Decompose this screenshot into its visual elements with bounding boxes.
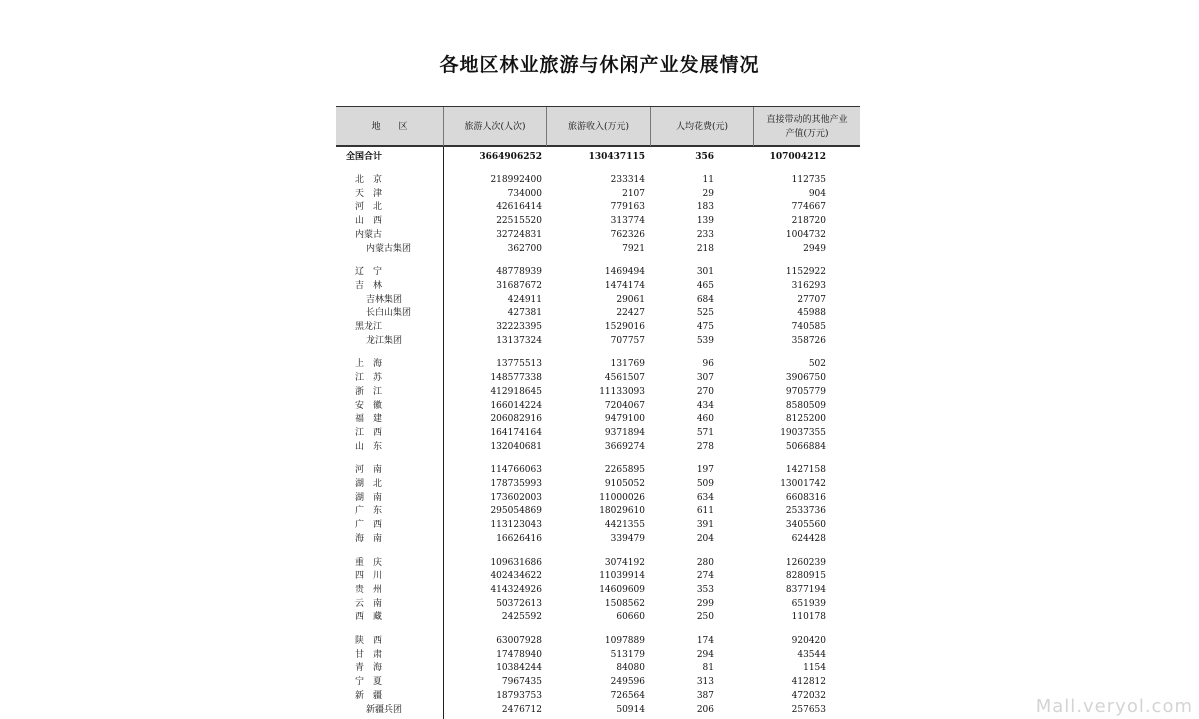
per-capita-cell: 278 (696, 441, 714, 452)
visitors-cell: 7967435 (501, 677, 542, 688)
header-other-output-line2: 产值(万元) (785, 129, 829, 139)
visitors-cell: 17478940 (496, 649, 542, 660)
region-name: 北 京 (355, 175, 383, 185)
region-name: 天 津 (355, 188, 383, 199)
table-header (336, 106, 860, 146)
revenue-cell: 4561507 (604, 373, 645, 384)
revenue-cell: 762326 (610, 229, 645, 240)
other-output-cell: 112735 (791, 175, 826, 185)
other-output-cell: 1427158 (785, 465, 826, 476)
header-region: 地 区 (371, 122, 408, 132)
visitors-cell: 109631686 (490, 557, 542, 568)
per-capita-cell: 387 (696, 690, 714, 701)
per-capita-cell: 391 (696, 520, 714, 531)
region-name: 长白山集团 (366, 308, 412, 319)
per-capita-cell: 250 (696, 612, 714, 623)
other-output-cell: 904 (808, 188, 826, 199)
table-row (336, 569, 860, 583)
region-name: 河 北 (355, 202, 383, 213)
per-capita-cell: 96 (702, 359, 714, 370)
table-row (336, 412, 860, 426)
per-capita-cell: 475 (696, 322, 714, 332)
total-row (336, 150, 860, 164)
region-name: 贵 州 (355, 584, 383, 595)
revenue-cell: 249596 (610, 677, 645, 688)
other-output-cell: 3405560 (785, 520, 826, 531)
region-name: 安 徽 (355, 400, 383, 411)
per-capita-cell: 571 (696, 427, 714, 438)
region-name: 河 南 (355, 465, 383, 476)
per-capita-cell: 81 (702, 663, 714, 674)
visitors-cell: 63007928 (496, 636, 542, 646)
region-name: 重 庆 (355, 557, 383, 568)
visitors-cell: 48778939 (496, 267, 542, 278)
revenue-cell: 1097889 (604, 636, 645, 646)
region-name: 山 西 (355, 216, 383, 227)
revenue-cell: 84080 (616, 663, 645, 674)
visitors-cell: 50372613 (496, 598, 542, 609)
per-capita-cell: 218 (696, 243, 714, 254)
other-output-cell: 13001742 (780, 479, 826, 489)
other-output-cell: 472032 (791, 690, 826, 701)
region-name: 吉林集团 (366, 294, 403, 305)
header-divider (650, 107, 651, 147)
visitors-cell: 18793753 (496, 690, 542, 701)
table-row (336, 463, 860, 477)
other-output-cell: 920420 (791, 636, 826, 646)
header-other-output-line1: 直接带动的其他产业 (766, 115, 848, 125)
revenue-cell: 726564 (610, 690, 645, 701)
visitors-cell: 13775513 (496, 359, 542, 370)
revenue-cell: 60660 (616, 612, 645, 623)
visitors-cell: 414324926 (490, 584, 542, 595)
region-name: 浙 江 (355, 386, 383, 397)
other-output-cell: 8125200 (785, 414, 826, 425)
visitors-cell: 164174164 (490, 427, 542, 438)
other-output-cell: 2949 (803, 243, 826, 254)
other-output-cell: 9705779 (785, 386, 826, 397)
total-per-capita: 356 (695, 152, 714, 162)
per-capita-cell: 183 (696, 202, 714, 213)
visitors-cell: 218992400 (490, 175, 542, 185)
visitors-cell: 113123043 (490, 520, 542, 531)
other-output-cell: 43544 (797, 649, 826, 660)
region-name: 云 南 (355, 598, 383, 609)
other-output-cell: 19037355 (780, 427, 826, 438)
per-capita-cell: 174 (696, 636, 714, 646)
header-revenue: 旅游收入(万元) (567, 122, 630, 132)
table-row (336, 703, 860, 717)
region-name: 广 西 (355, 520, 383, 531)
region-name: 陕 西 (355, 636, 383, 646)
other-output-cell: 2533736 (785, 506, 826, 517)
per-capita-cell: 206 (696, 704, 714, 715)
other-output-cell: 6608316 (785, 492, 826, 503)
table-row (336, 675, 860, 689)
visitors-cell: 295054869 (490, 506, 542, 517)
visitors-cell: 178735993 (490, 479, 542, 489)
per-capita-cell: 307 (696, 373, 714, 384)
total-other: 107004212 (769, 152, 826, 162)
table-row (336, 556, 860, 570)
region-name: 广 东 (355, 506, 383, 517)
visitors-cell: 16626416 (496, 533, 542, 544)
visitors-cell: 13137324 (496, 335, 542, 346)
table-row (336, 399, 860, 413)
revenue-cell: 9479100 (604, 414, 645, 425)
visitors-cell: 424911 (507, 294, 542, 305)
table-row (336, 634, 860, 648)
revenue-cell: 513179 (610, 649, 645, 660)
revenue-cell: 7204067 (604, 400, 645, 411)
visitors-cell: 32223395 (496, 322, 542, 332)
revenue-cell: 131769 (610, 359, 645, 370)
region-name: 上 海 (355, 359, 383, 370)
revenue-cell: 18029610 (599, 506, 645, 517)
revenue-cell: 313774 (610, 216, 645, 227)
revenue-cell: 1474174 (604, 280, 645, 291)
table-row (336, 518, 860, 532)
revenue-cell: 779163 (610, 202, 645, 213)
per-capita-cell: 197 (696, 465, 714, 476)
other-output-cell: 3906750 (785, 373, 826, 384)
region-name: 内蒙古 (355, 229, 383, 240)
region-name: 龙江集团 (366, 335, 403, 346)
other-output-cell: 5066884 (785, 441, 826, 452)
region-name: 新 疆 (355, 690, 383, 701)
other-output-cell: 624428 (791, 533, 826, 544)
revenue-cell: 9105052 (604, 479, 645, 489)
table-row (336, 661, 860, 675)
per-capita-cell: 139 (696, 216, 714, 227)
other-output-cell: 218720 (791, 216, 826, 227)
visitors-cell: 2476712 (501, 704, 542, 715)
per-capita-cell: 301 (696, 267, 714, 278)
visitors-cell: 173602003 (490, 492, 542, 503)
revenue-cell: 7921 (622, 243, 645, 254)
per-capita-cell: 299 (696, 598, 714, 609)
table-row (336, 320, 860, 334)
revenue-cell: 14609609 (599, 584, 645, 595)
other-output-cell: 257653 (791, 704, 826, 715)
revenue-cell: 4421355 (604, 520, 645, 531)
header-other-output (754, 107, 860, 147)
data-table (336, 106, 860, 719)
table-row (336, 265, 860, 279)
revenue-cell: 3074192 (604, 557, 645, 568)
visitors-cell: 734000 (507, 188, 542, 199)
table-row (336, 371, 860, 385)
header-divider (753, 107, 754, 147)
table-row (336, 214, 860, 228)
table-row (336, 228, 860, 242)
region-name: 吉 林 (355, 280, 383, 291)
other-output-cell: 412812 (791, 677, 826, 688)
table-row (336, 306, 860, 320)
table-row (336, 532, 860, 546)
per-capita-cell: 611 (696, 506, 714, 517)
table-row (336, 385, 860, 399)
visitors-cell: 206082916 (490, 414, 542, 425)
per-capita-cell: 353 (696, 584, 714, 595)
total-name: 全国合计 (346, 152, 383, 162)
table-row (336, 279, 860, 293)
other-output-cell: 1004732 (785, 229, 826, 240)
per-capita-cell: 634 (696, 492, 714, 503)
region-name: 黑龙江 (355, 322, 383, 332)
region-name: 四 川 (355, 571, 383, 582)
visitors-cell: 10384244 (496, 663, 542, 674)
region-name: 江 苏 (355, 373, 383, 384)
per-capita-cell: 274 (696, 571, 714, 582)
other-output-cell: 8280915 (785, 571, 826, 582)
other-output-cell: 740585 (791, 322, 826, 332)
visitors-cell: 362700 (507, 243, 542, 254)
per-capita-cell: 465 (696, 280, 714, 291)
header-per-capita-label: 人均花费(元) (675, 122, 729, 132)
per-capita-cell: 509 (696, 479, 714, 489)
region-name: 湖 南 (355, 492, 383, 503)
table-row (336, 173, 860, 187)
other-output-cell: 1260239 (785, 557, 826, 568)
per-capita-cell: 525 (696, 308, 714, 319)
revenue-cell: 339479 (610, 533, 645, 544)
visitors-cell: 31687672 (496, 280, 542, 291)
header-per-capita (651, 107, 753, 147)
other-output-cell: 316293 (791, 280, 826, 291)
table-row (336, 477, 860, 491)
per-capita-cell: 270 (696, 386, 714, 397)
table-row (336, 293, 860, 307)
per-capita-cell: 29 (702, 188, 714, 199)
region-name: 福 建 (355, 414, 383, 425)
revenue-cell: 707757 (610, 335, 645, 346)
revenue-cell: 1508562 (604, 598, 645, 609)
per-capita-cell: 204 (696, 533, 714, 544)
region-name: 山 东 (355, 441, 383, 452)
header-divider (443, 107, 444, 147)
revenue-cell: 1469494 (604, 267, 645, 278)
revenue-cell: 50914 (616, 704, 645, 715)
table-row (336, 491, 860, 505)
per-capita-cell: 313 (696, 677, 714, 688)
visitors-cell: 114766063 (490, 465, 542, 476)
revenue-cell: 11039914 (599, 571, 645, 582)
table-row (336, 597, 860, 611)
region-name: 甘 肃 (355, 649, 383, 660)
table-row (336, 334, 860, 348)
table-row (336, 648, 860, 662)
revenue-cell: 2107 (622, 188, 645, 199)
table-row (336, 583, 860, 597)
other-output-cell: 651939 (791, 598, 826, 609)
per-capita-cell: 460 (696, 414, 714, 425)
revenue-cell: 3669274 (604, 441, 645, 452)
per-capita-cell: 294 (696, 649, 714, 660)
region-name: 江 西 (355, 427, 383, 438)
table-row (336, 689, 860, 703)
header-divider (546, 107, 547, 147)
visitors-cell: 42616414 (496, 202, 542, 213)
other-output-cell: 358726 (791, 335, 826, 346)
table-row (336, 200, 860, 214)
revenue-cell: 1529016 (604, 322, 645, 332)
per-capita-cell: 11 (702, 175, 714, 185)
page-title: 各地区林业旅游与休闲产业发展情况 (439, 54, 760, 76)
region-name: 海 南 (355, 533, 383, 544)
visitors-cell: 427381 (507, 308, 542, 319)
table-row (336, 504, 860, 518)
table-row (336, 242, 860, 256)
other-output-cell: 1152922 (785, 267, 826, 278)
per-capita-cell: 539 (696, 335, 714, 346)
revenue-cell: 233314 (610, 175, 645, 185)
region-name: 新疆兵团 (366, 704, 403, 715)
revenue-cell: 22427 (616, 308, 645, 319)
total-revenue: 130437115 (588, 152, 645, 162)
revenue-cell: 11133093 (599, 386, 645, 397)
visitors-cell: 2425592 (501, 612, 542, 623)
region-name: 内蒙古集团 (366, 243, 412, 254)
per-capita-cell: 233 (696, 229, 714, 240)
table-row (336, 426, 860, 440)
other-output-cell: 110178 (791, 612, 826, 623)
visitors-cell: 166014224 (490, 400, 542, 411)
region-name: 青 海 (355, 663, 383, 674)
other-output-cell: 8377194 (785, 584, 826, 595)
header-visitors: 旅游人次(人次) (464, 122, 526, 132)
revenue-cell: 11000026 (599, 492, 645, 503)
visitors-cell: 22515520 (496, 216, 542, 227)
per-capita-cell: 280 (696, 557, 714, 568)
revenue-cell: 2265895 (604, 465, 645, 476)
table-row (336, 440, 860, 454)
visitors-cell: 148577338 (490, 373, 542, 384)
other-output-cell: 45988 (797, 308, 826, 319)
per-capita-cell: 434 (696, 400, 714, 411)
table-row (336, 187, 860, 201)
other-output-cell: 774667 (791, 202, 826, 213)
region-name: 湖 北 (355, 479, 383, 489)
header-bottom-rule (336, 146, 860, 147)
total-visitors: 3664906252 (479, 152, 542, 162)
revenue-cell: 9371894 (604, 427, 645, 438)
other-output-cell: 8580509 (785, 400, 826, 411)
per-capita-cell: 684 (696, 294, 714, 305)
other-output-cell: 1154 (803, 663, 826, 674)
other-output-cell: 27707 (797, 294, 826, 305)
table-row (336, 357, 860, 371)
visitors-cell: 412918645 (490, 386, 542, 397)
region-name: 西 藏 (355, 612, 383, 623)
visitors-cell: 32724831 (496, 229, 542, 240)
visitors-cell: 132040681 (490, 441, 542, 452)
region-name: 宁 夏 (355, 677, 383, 688)
table-row (336, 610, 860, 624)
watermark: Mall.veryol.com (1035, 696, 1193, 717)
region-name: 辽 宁 (355, 267, 383, 278)
visitors-cell: 402434622 (490, 571, 542, 582)
revenue-cell: 29061 (616, 294, 645, 305)
other-output-cell: 502 (808, 359, 826, 370)
